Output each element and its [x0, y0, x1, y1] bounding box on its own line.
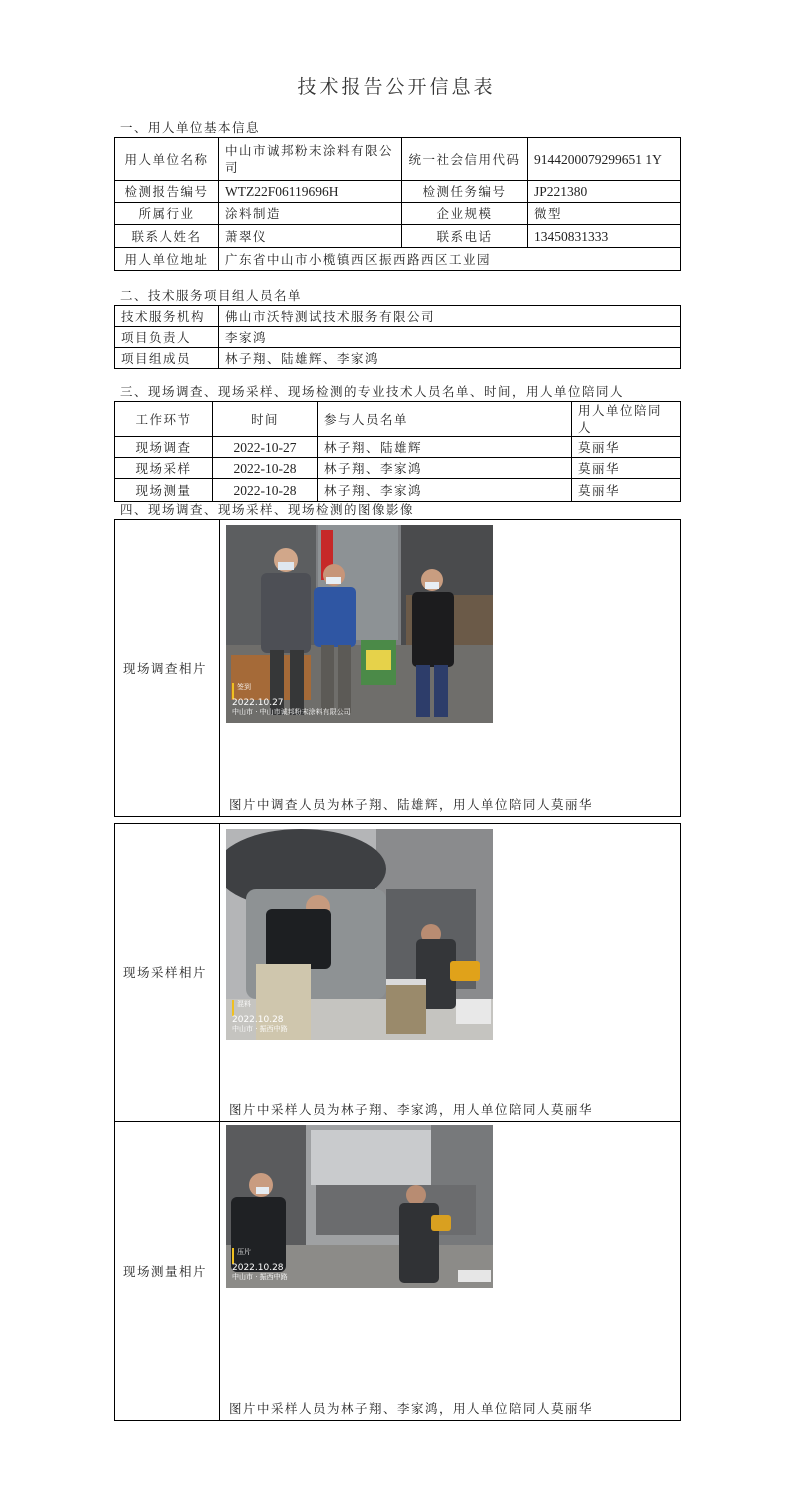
stage-cell: 现场采样: [115, 458, 213, 479]
companion-cell: 莫丽华: [572, 437, 681, 458]
participants-cell: 林子翔、陆雄辉: [318, 437, 572, 458]
column-header: 用人单位陪同人: [572, 402, 681, 437]
photo-watermark: 混料 2022.10.28 中山市 · 振西中路: [232, 1000, 288, 1033]
members-value: 林子翔、陆雄辉、李家鸿: [219, 348, 681, 369]
table-row: [115, 437, 681, 458]
personnel-table: [114, 401, 681, 502]
column-header: 时间: [213, 402, 318, 437]
leader-label: 项目负责人: [115, 327, 219, 348]
leader-value: 李家鸿: [219, 327, 681, 348]
table-row: [115, 181, 681, 203]
address-label: 用人单位地址: [115, 248, 219, 271]
org-label: 技术服务机构: [115, 306, 219, 327]
stage-cell: 现场调查: [115, 437, 213, 458]
industry-value: 涂料制造: [219, 203, 402, 225]
table-row: [115, 458, 681, 479]
photo-label: 现场采样相片: [115, 824, 220, 1122]
team-table: [114, 305, 681, 369]
contact-name-value: 萧翠仪: [219, 225, 402, 248]
photo-watermark: 压片 2022.10.28 中山市 · 振西中路: [232, 1248, 288, 1281]
section-4-heading: 四、现场调查、现场采样、现场检测的图像影像: [120, 502, 415, 517]
phone-value: 13450831333: [528, 225, 681, 248]
photo-table-survey: [114, 519, 681, 817]
stage-cell: 现场测量: [115, 479, 213, 502]
companion-cell: 莫丽华: [572, 458, 681, 479]
table-row: [115, 203, 681, 225]
org-value: 佛山市沃特测试技术服务有限公司: [219, 306, 681, 327]
industry-label: 所属行业: [115, 203, 219, 225]
date-cell: 2022-10-28: [213, 479, 318, 502]
table-row: [115, 306, 681, 327]
phone-label: 联系电话: [402, 225, 528, 248]
photo-watermark: 签到 2022.10.27 中山市 · 中山市诚邦粉末涂料有限公司: [232, 683, 351, 716]
column-header: 参与人员名单: [318, 402, 572, 437]
address-value: 广东省中山市小榄镇西区振西路西区工业园: [219, 248, 681, 271]
photo-label: 现场测量相片: [115, 1122, 220, 1421]
credit-code-label: 统一社会信用代码: [402, 138, 528, 181]
photo-caption: 图片中调查人员为林子翔、陆雄辉，用人单位陪同人莫丽华: [229, 797, 594, 812]
photo-table-sampling: [114, 823, 681, 1122]
report-number-label: 检测报告编号: [115, 181, 219, 203]
table-row: [115, 327, 681, 348]
report-number-value: WTZ22F06119696H: [219, 181, 402, 203]
task-number-value: JP221380: [528, 181, 681, 203]
photo-table-measurement: [114, 1121, 681, 1421]
date-cell: 2022-10-27: [213, 437, 318, 458]
table-header-row: [115, 402, 681, 437]
employer-name-value: 中山市诚邦粉末涂料有限公司: [219, 138, 402, 181]
table-row: [115, 248, 681, 271]
section-3-heading: 三、现场调查、现场采样、现场检测的专业技术人员名单、时间，用人单位陪同人: [120, 384, 625, 399]
photo-label: 现场调查相片: [115, 520, 220, 817]
photo-caption: 图片中采样人员为林子翔、李家鸿，用人单位陪同人莫丽华: [229, 1401, 594, 1416]
contact-name-label: 联系人姓名: [115, 225, 219, 248]
companion-cell: 莫丽华: [572, 479, 681, 502]
page-title: 技术报告公开信息表: [297, 76, 496, 98]
table-row: [115, 138, 681, 181]
scale-value: 微型: [528, 203, 681, 225]
participants-cell: 林子翔、李家鸿: [318, 458, 572, 479]
section-1-heading: 一、用人单位基本信息: [120, 120, 261, 135]
measurement-photo: [226, 1125, 493, 1288]
basic-info-table: [114, 137, 681, 271]
sampling-photo: [226, 829, 493, 1040]
date-cell: 2022-10-28: [213, 458, 318, 479]
table-row: [115, 479, 681, 502]
scale-label: 企业规模: [402, 203, 528, 225]
participants-cell: 林子翔、李家鸿: [318, 479, 572, 502]
table-row: [115, 348, 681, 369]
task-number-label: 检测任务编号: [402, 181, 528, 203]
survey-photo: [226, 525, 493, 723]
column-header: 工作环节: [115, 402, 213, 437]
employer-name-label: 用人单位名称: [115, 138, 219, 181]
photo-caption: 图片中采样人员为林子翔、李家鸿，用人单位陪同人莫丽华: [229, 1102, 594, 1117]
table-row: [115, 225, 681, 248]
members-label: 项目组成员: [115, 348, 219, 369]
section-2-heading: 二、技术服务项目组人员名单: [120, 288, 303, 303]
credit-code-value: 9144200079299651 1Y: [528, 138, 681, 181]
